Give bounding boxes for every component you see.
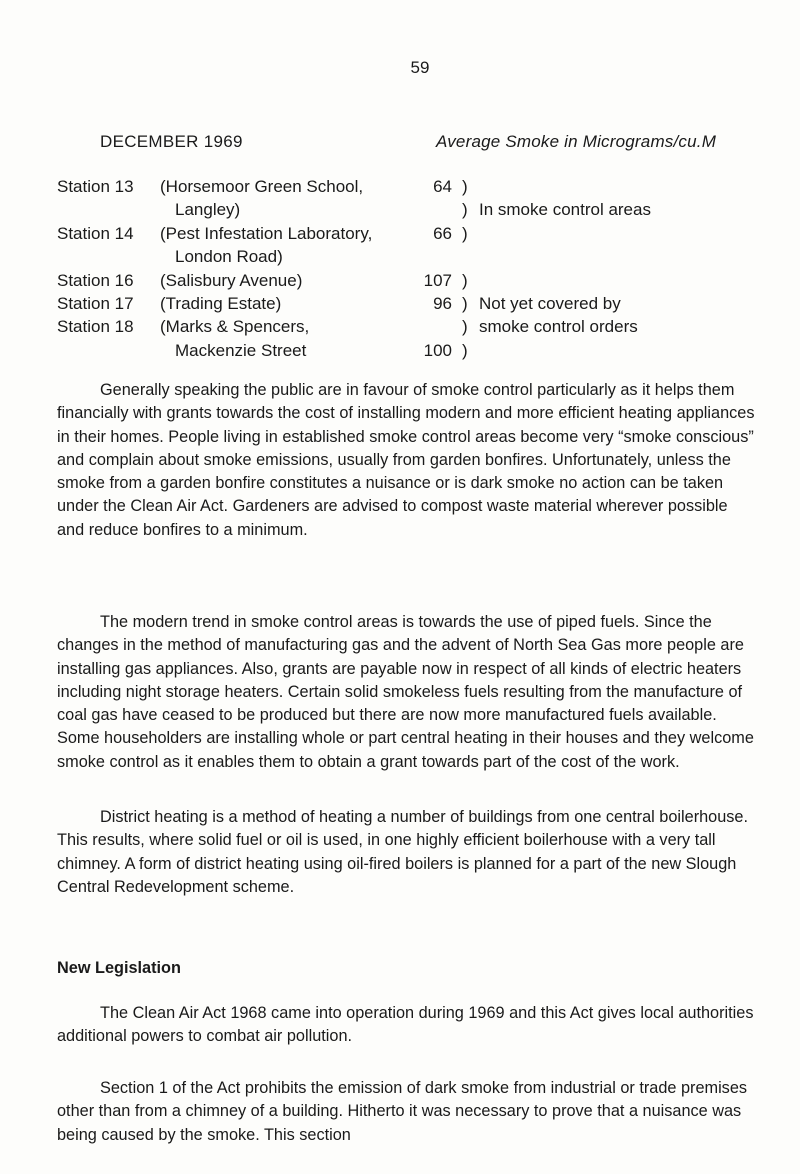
smoke-value: 64 (433, 177, 452, 196)
station-label: Station 16 (57, 271, 134, 290)
table-units-heading: Average Smoke in Micrograms/cu.M (436, 132, 717, 151)
bracket: ) (462, 294, 468, 313)
station-location: (Salisbury Avenue) (160, 271, 303, 290)
paragraph: The modern trend in smoke control areas is towards the use of piped fuels. Since the changes in the method of manufacturing gas and the advent of North Sea Gas more people are installing gas appliances. Also, grants are payable now in respect of all kinds of electric heaters including night storage heaters. Certain solid smokeless fuels resulting from the manufacture of coal gas have ceased to be produced but there are now more manufactured fuels available. Some householders are installing whole or part central heating in their houses and they welcome smoke control as it enables them to obtain a grant towards part of the cost of the work. (57, 613, 754, 771)
station-location: London Road) (175, 247, 283, 266)
paragraph: Generally speaking the public are in favour of smoke control particularly as it helps them financially with grants towards the cost of installing modern and more efficient heating appliances in their homes. People living in established smoke control areas become very “smoke conscious” and complain about smoke emissions, usually from garden bonfires. Unfortunately, unless the smoke from a garden bonfire constitutes a nuisance or is dark smoke no action can be taken under the Clean Air Act. Gardeners are advised to compost waste material wherever possible and reduce bonfires to a minimum. (57, 381, 755, 539)
smoke-value: 96 (433, 294, 452, 313)
station-location: (Pest Infestation Laboratory, (160, 224, 373, 243)
bracket: ) (462, 200, 468, 219)
bracket: ) (462, 177, 468, 196)
group-note-not-covered: Not yet covered by (479, 294, 621, 313)
station-location: (Marks & Spencers, (160, 317, 310, 336)
group-note-not-covered: smoke control orders (479, 317, 638, 336)
paragraph: District heating is a method of heating a number of buildings from one central boilerhouse. This results, where solid fuel or oil is used, in one highly efficient boilerhouse with a very tall chimney. A form of district heating using oil-fired boilers is planned for a part of the new Slough Central Redevelopment scheme. (57, 808, 748, 896)
station-label: Station 18 (57, 317, 134, 336)
station-location: Mackenzie Street (175, 341, 307, 360)
bracket: ) (462, 317, 468, 336)
smoke-value: 100 (423, 341, 452, 360)
station-location: (Horsemoor Green School, (160, 177, 364, 196)
section-heading: New Legislation (57, 959, 181, 977)
table-date-heading: DECEMBER 1969 (100, 132, 243, 151)
bracket: ) (462, 271, 468, 290)
page-number: 59 (410, 58, 430, 77)
station-location: Langley) (175, 200, 241, 219)
station-location: (Trading Estate) (160, 294, 282, 313)
station-label: Station 13 (57, 177, 134, 196)
paragraph: The Clean Air Act 1968 came into operation during 1969 and this Act gives local authorities additional powers to combat air pollution. (57, 1004, 754, 1046)
station-label: Station 14 (57, 224, 134, 243)
bracket: ) (462, 341, 468, 360)
bracket: ) (462, 224, 468, 243)
smoke-value: 66 (433, 224, 452, 243)
station-label: Station 17 (57, 294, 134, 313)
smoke-value: 107 (423, 271, 452, 290)
group-note-controlled: In smoke control areas (479, 200, 651, 219)
paragraph: Section 1 of the Act prohibits the emission of dark smoke from industrial or trade premises other than from a chimney of a building. Hitherto it was necessary to prove that a nuisance was being caused by the smoke. This section (57, 1079, 748, 1144)
